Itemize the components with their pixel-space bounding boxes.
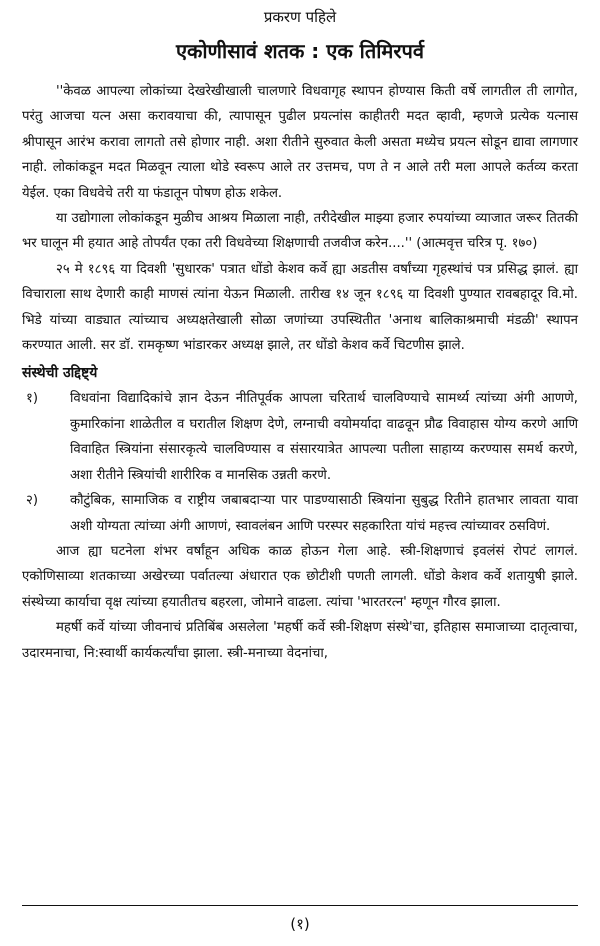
objective-text: कौटुंबिक, सामाजिक व राष्ट्रीय जबाबदाऱ्या पार पाडण्यासाठी स्त्रियांना सुबुद्ध रितीने हातभार लावता यावा अशी योग्यता त्यांच्या अंगी आणणं, स्वावलंबन आणि परस्पर सहकारिता यांचं महत्त्व त्यांच्यावर ठसविणं. <box>70 493 578 534</box>
page-number: (१) <box>290 915 310 933</box>
footer-rule <box>22 905 578 906</box>
section-heading: संस्थेची उद्दिष्ट्ये <box>22 365 98 382</box>
chapter-title: एकोणीसावं शतक : एक तिमिरपर्व <box>175 39 425 63</box>
objective-item <box>22 386 578 488</box>
objective-number: २) <box>26 493 39 509</box>
history-paragraph: २५ मे १८९६ या दिवशी 'सुधारक' पत्रात धोंडो केशव कर्वे ह्या अडतीस वर्षांच्या गृहस्थांचं पत्र प्रसिद्ध झालं. ह्या विचाराला साथ देणारी काही माणसं त्यांना येऊन मिळाली. तारीख १४ जून १८९६ या दिवशी पुण्यात रावबहादूर वि.मो. भिडे यांच्या वाड्यात त्यांच्याच अध्यक्षतेखाली सोळा जणांच्या उपस्थितीत 'अनाथ बालिकाश्रमाची मंडळी' स्थापन करण्यात आली. सर डॉ. रामकृष्ण भांडारकर अध्यक्ष झाले, तर धोंडो केशव कर्वे चिटणीस झाले. <box>22 261 578 354</box>
quote-paragraph-1: ''केवळ आपल्या लोकांच्या देखरेखीखाली चालणारे विधवागृह स्थापन होण्यास किती वर्षे लागतील ती लागोत, परंतु आजचा यत्न असा करावयाचा की, त्यापासून पुढील प्रयत्नांस काहीतरी मदत व्हावी, म्हणजे प्रत्येक यत्नास श्रीपासून आरंभ करावा लागतो तसे होणार नाही. अशा रीतीने सुरुवात केली असता मध्येच प्रयत्न सोडून द्यावा लागणार नाही. लोकांकडून मदत मिळवून त्याला थोडे स्वरूप आले तर उत्तमच, पण ते न आले तरी मला आपले कर्तव्य करता येईल. एका विधवेचे तरी या फंडातून पोषण होऊ शकेल. <box>22 84 578 201</box>
closing-paragraph-1: आज ह्या घटनेला शंभर वर्षांहून अधिक काळ होऊन गेला आहे. स्त्री-शिक्षणाचं इवलंसं रोपटं लागलं. एकोणिसाव्या शतकाच्या अखेरच्या पर्वातल्या अंधारात एक छोटीशी पणती लागली. धोंडो केशव कर्वे शतायुषी झाले. संस्थेच्या कार्याचा वृक्ष त्यांच्या हयातीतच बहरला, जोमाने वाढला. त्यांचा 'भारतरत्न' म्हणून गौरव झाला. <box>22 543 578 610</box>
chapter-label: प्रकरण पहिले <box>263 8 337 26</box>
closing-paragraph-2: महर्षी कर्वे यांच्या जीवनाचं प्रतिबिंब असलेला 'महर्षी कर्वे स्त्री-शिक्षण संस्थे'चा, इतिहास समाजाच्या दातृत्वाचा, उदारमनाचा, नि:स्वार्थी कार्यकर्त्यांचा झाला. स्त्री-मनाच्या वेदनांचा, <box>22 620 578 661</box>
quote-paragraph-2: या उद्योगाला लोकांकडून मुळीच आश्रय मिळाला नाही, तरीदेखील माझ्या हजार रुपयांच्या व्याजात जरूर तितकी भर घालून मी हयात आहे तोपर्यंत एका तरी विधवेच्या शिक्षणाची तजवीज करेन....'' (आत्मवृत्त चरित्र पृ. १७०) <box>22 211 578 252</box>
objective-number: १) <box>26 391 39 407</box>
objective-text: विधवांना विद्यादिकांचे ज्ञान देऊन नीतिपूर्वक आपला चरितार्थ चालविण्याचे सामर्थ्य त्यांच्या अंगी आणणे, कुमारिकांना शाळेतील व घरातील शिक्षण देणे, लग्नाची वयोमर्यादा वाढवून प्रौढ विवाहास योग्य करणे आणि विवाहित स्त्रियांना संसारकृत्ये चालविण्यास व संसारयात्रेत आपल्या पतीला साहाय्य करण्यास समर्थ करणे, अशा रीतीने स्त्रियांची शारीरिक व मानसिक उन्नती करणे. <box>70 391 578 483</box>
objective-item <box>22 488 578 539</box>
